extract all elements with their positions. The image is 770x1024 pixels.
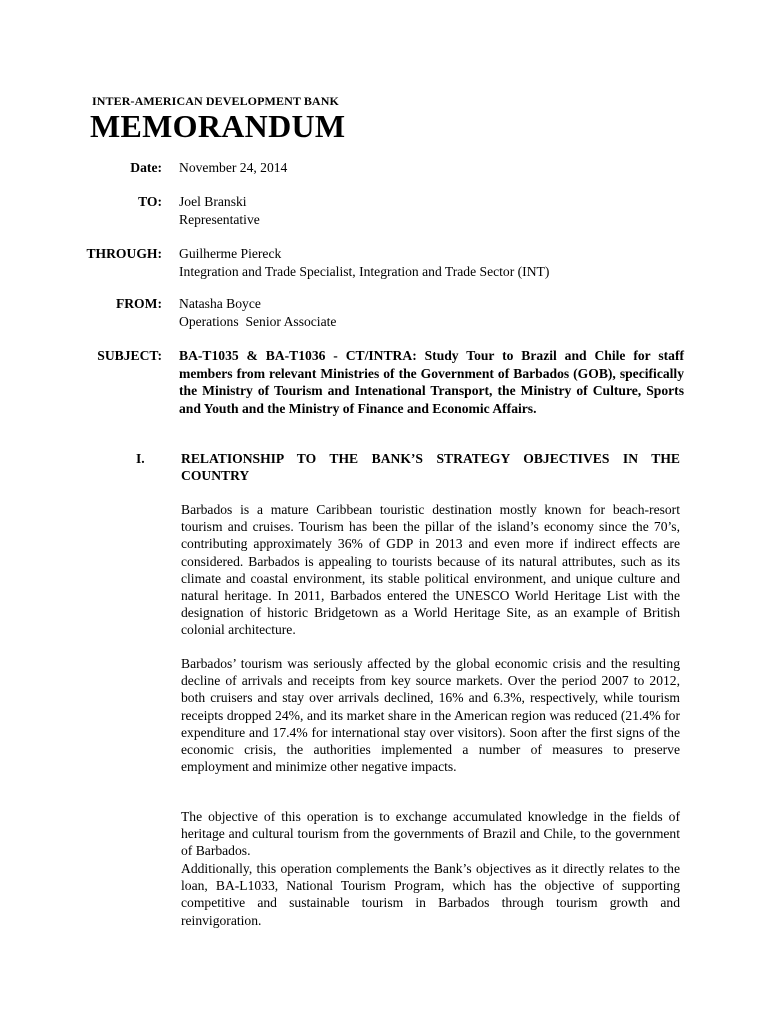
subject-label: SUBJECT: (97, 348, 162, 363)
to-label: TO: (138, 194, 162, 209)
subject-text: BA-T1035 & BA-T1036 - CT/INTRA: Study Tour to Brazil and Chile for staff members from relevant Ministries of the Government of Barbados (GOB), specifically the Ministry of Tourism and Intenational Transport, the Ministry of Culture, Sports and Youth and the Ministry of Finance and Economic Affairs. (179, 348, 684, 416)
section-number: I. (136, 451, 145, 466)
from-role: Operations Senior Associate (179, 313, 337, 329)
paragraph-4: Additionally, this operation complements the Bank’s objectives as it directly relates to the loan, BA-L1033, National Tourism Program, which has the objective of supporting competitive and sustainable tourism in Barbados through tourism growth and reinvigoration. (181, 861, 680, 928)
date-label: Date: (130, 160, 162, 175)
from-value (179, 295, 684, 330)
paragraph-2: Barbados’ tourism was seriously affected by the global economic crisis and the resulting decline of arrivals and receipts from key source markets. Over the period 2007 to 2012, both cruisers and stay over arrivals declined, 16% and 6.3%, respectively, while tourism receipts dropped 24%, and its market share in the American region was reduced (21.4% for expenditure and 17.4% for international stay over visitors). Soon after the first signs of the economic crisis, the authorities implemented a number of measures to preserve employment and minimize other negative impacts. (181, 656, 680, 775)
paragraph-1: Barbados is a mature Caribbean touristic destination mostly known for beach-resort tourism and cruises. Tourism has been the pillar of the island’s economy since the 70’s, contributing approximately 36% of GDP in 2013 and even more if indirect effects are considered. Barbados is appealing to tourists because of its natural attributes, such as its climate and coastal environment, its stable political environment, and unique culture and natural heritage. In 2011, Barbados entered the UNESCO World Heritage List with the designation of historic Bridgetown as a World Heritage Site, as an example of British colonial architecture. (181, 502, 680, 638)
paragraph-3: The objective of this operation is to exchange accumulated knowledge in the fields of heritage and cultural tourism from the governments of Brazil and Chile, to the government of Barbados. (181, 809, 680, 859)
organization-name: INTER-AMERICAN DEVELOPMENT BANK (92, 94, 339, 108)
date-value (179, 159, 684, 177)
through-value (179, 245, 684, 280)
through-role: Integration and Trade Specialist, Integration and Trade Sector (INT) (179, 263, 550, 279)
through-label: THROUGH: (86, 246, 162, 261)
from-name: Natasha Boyce (179, 296, 261, 311)
to-value (179, 193, 684, 228)
to-role: Representative (179, 211, 260, 227)
to-name: Joel Branski (179, 194, 247, 209)
through-name: Guilherme Piereck (179, 246, 282, 261)
memo-title: MEMORANDUM (90, 108, 346, 144)
from-label: FROM: (115, 296, 162, 311)
date-text: November 24, 2014 (179, 160, 288, 175)
section-heading: RELATIONSHIP TO THE BANK’S STRATEGY OBJECTIVES IN THE COUNTRY (181, 451, 680, 483)
